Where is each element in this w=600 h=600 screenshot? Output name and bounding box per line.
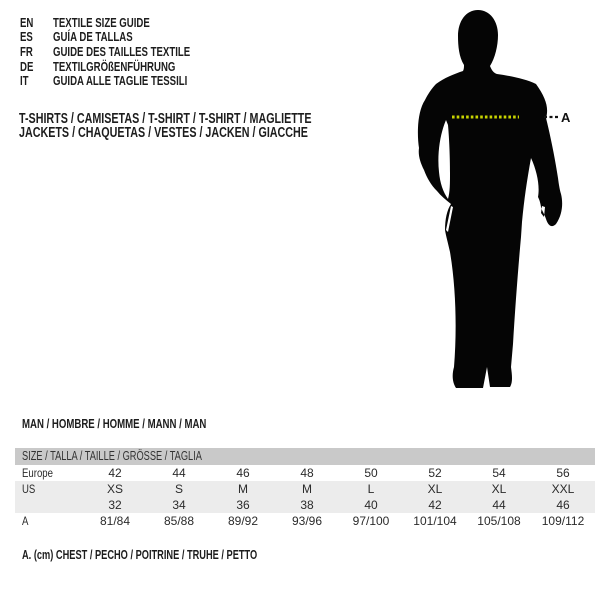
section-title-text: MAN / HOMBRE / HOMME / MANN / MAN [22, 416, 207, 431]
cell: XL [491, 482, 507, 496]
tshirts-line: T-SHIRTS / CAMISETAS / T-SHIRT / T-SHIRT / MAGLIETTE [19, 111, 312, 127]
size-table-header [15, 448, 595, 465]
cell: 46 [556, 498, 570, 512]
cell: 38 [300, 498, 314, 512]
footnote [22, 548, 340, 562]
cell: 34 [172, 498, 186, 512]
cell: 52 [428, 466, 442, 480]
cell: 54 [492, 466, 506, 480]
cell: 46 [236, 466, 250, 480]
cell: 109/112 [541, 514, 585, 528]
table-row-chest [15, 513, 595, 529]
cell: 81/84 [99, 514, 131, 528]
footnote-text: A. (cm) CHEST / PECHO / POITRINE / TRUHE / PETTO [22, 548, 258, 562]
language-code: EN [20, 14, 34, 30]
cell: XS [106, 482, 123, 496]
cell: 42 [108, 466, 122, 480]
jackets-line: JACKETS / CHAQUETAS / VESTES / JACKEN / GIACCHE [19, 125, 308, 142]
cell: 36 [236, 498, 250, 512]
language-title: GUÍA DE TALLAS [53, 29, 133, 45]
language-code: IT [20, 73, 29, 89]
size-table [15, 448, 595, 529]
table-row-us [15, 481, 595, 497]
cell: 56 [556, 466, 570, 480]
row-label: Europe [22, 466, 53, 480]
language-code: DE [20, 58, 34, 74]
cell: 97/100 [352, 514, 390, 528]
silhouette-path [418, 10, 562, 388]
section-title [22, 416, 271, 431]
language-title: TEXTILE SIZE GUIDE [53, 14, 150, 30]
cell: XXL [551, 482, 575, 496]
cell: 44 [172, 466, 186, 480]
cell: XL [427, 482, 443, 496]
language-title: GUIDA ALLE TAGLIE TESSILI [53, 73, 188, 89]
language-title: GUIDE DES TAILLES TEXTILE [53, 43, 191, 59]
cell: 85/88 [163, 514, 195, 528]
cell: M [302, 482, 312, 496]
table-row-europe [15, 465, 595, 481]
cell: 105/108 [477, 514, 521, 528]
language-code: FR [20, 43, 33, 59]
table-row-us-numeric [15, 497, 595, 513]
cell: 44 [492, 498, 506, 512]
cell: 93/96 [291, 514, 323, 528]
cell: 50 [364, 466, 378, 480]
cell: S [174, 482, 183, 496]
language-title: TEXTILGRÖßENFÜHRUNG [53, 58, 176, 74]
cell: M [238, 482, 248, 496]
row-label: A [22, 514, 29, 528]
size-table-header-text: SIZE / TALLA / TAILLE / GRÖSSE / TAGLIA [22, 449, 202, 463]
cell: 40 [364, 498, 378, 512]
measure-a-label: A [561, 110, 571, 125]
cell: 101/104 [413, 514, 457, 528]
cell: 42 [428, 498, 442, 512]
cell: 32 [108, 498, 122, 512]
language-code: ES [20, 29, 33, 45]
cell: 48 [300, 466, 314, 480]
cell: 89/92 [227, 514, 259, 528]
cell: L [367, 482, 375, 496]
row-label: US [22, 482, 36, 496]
